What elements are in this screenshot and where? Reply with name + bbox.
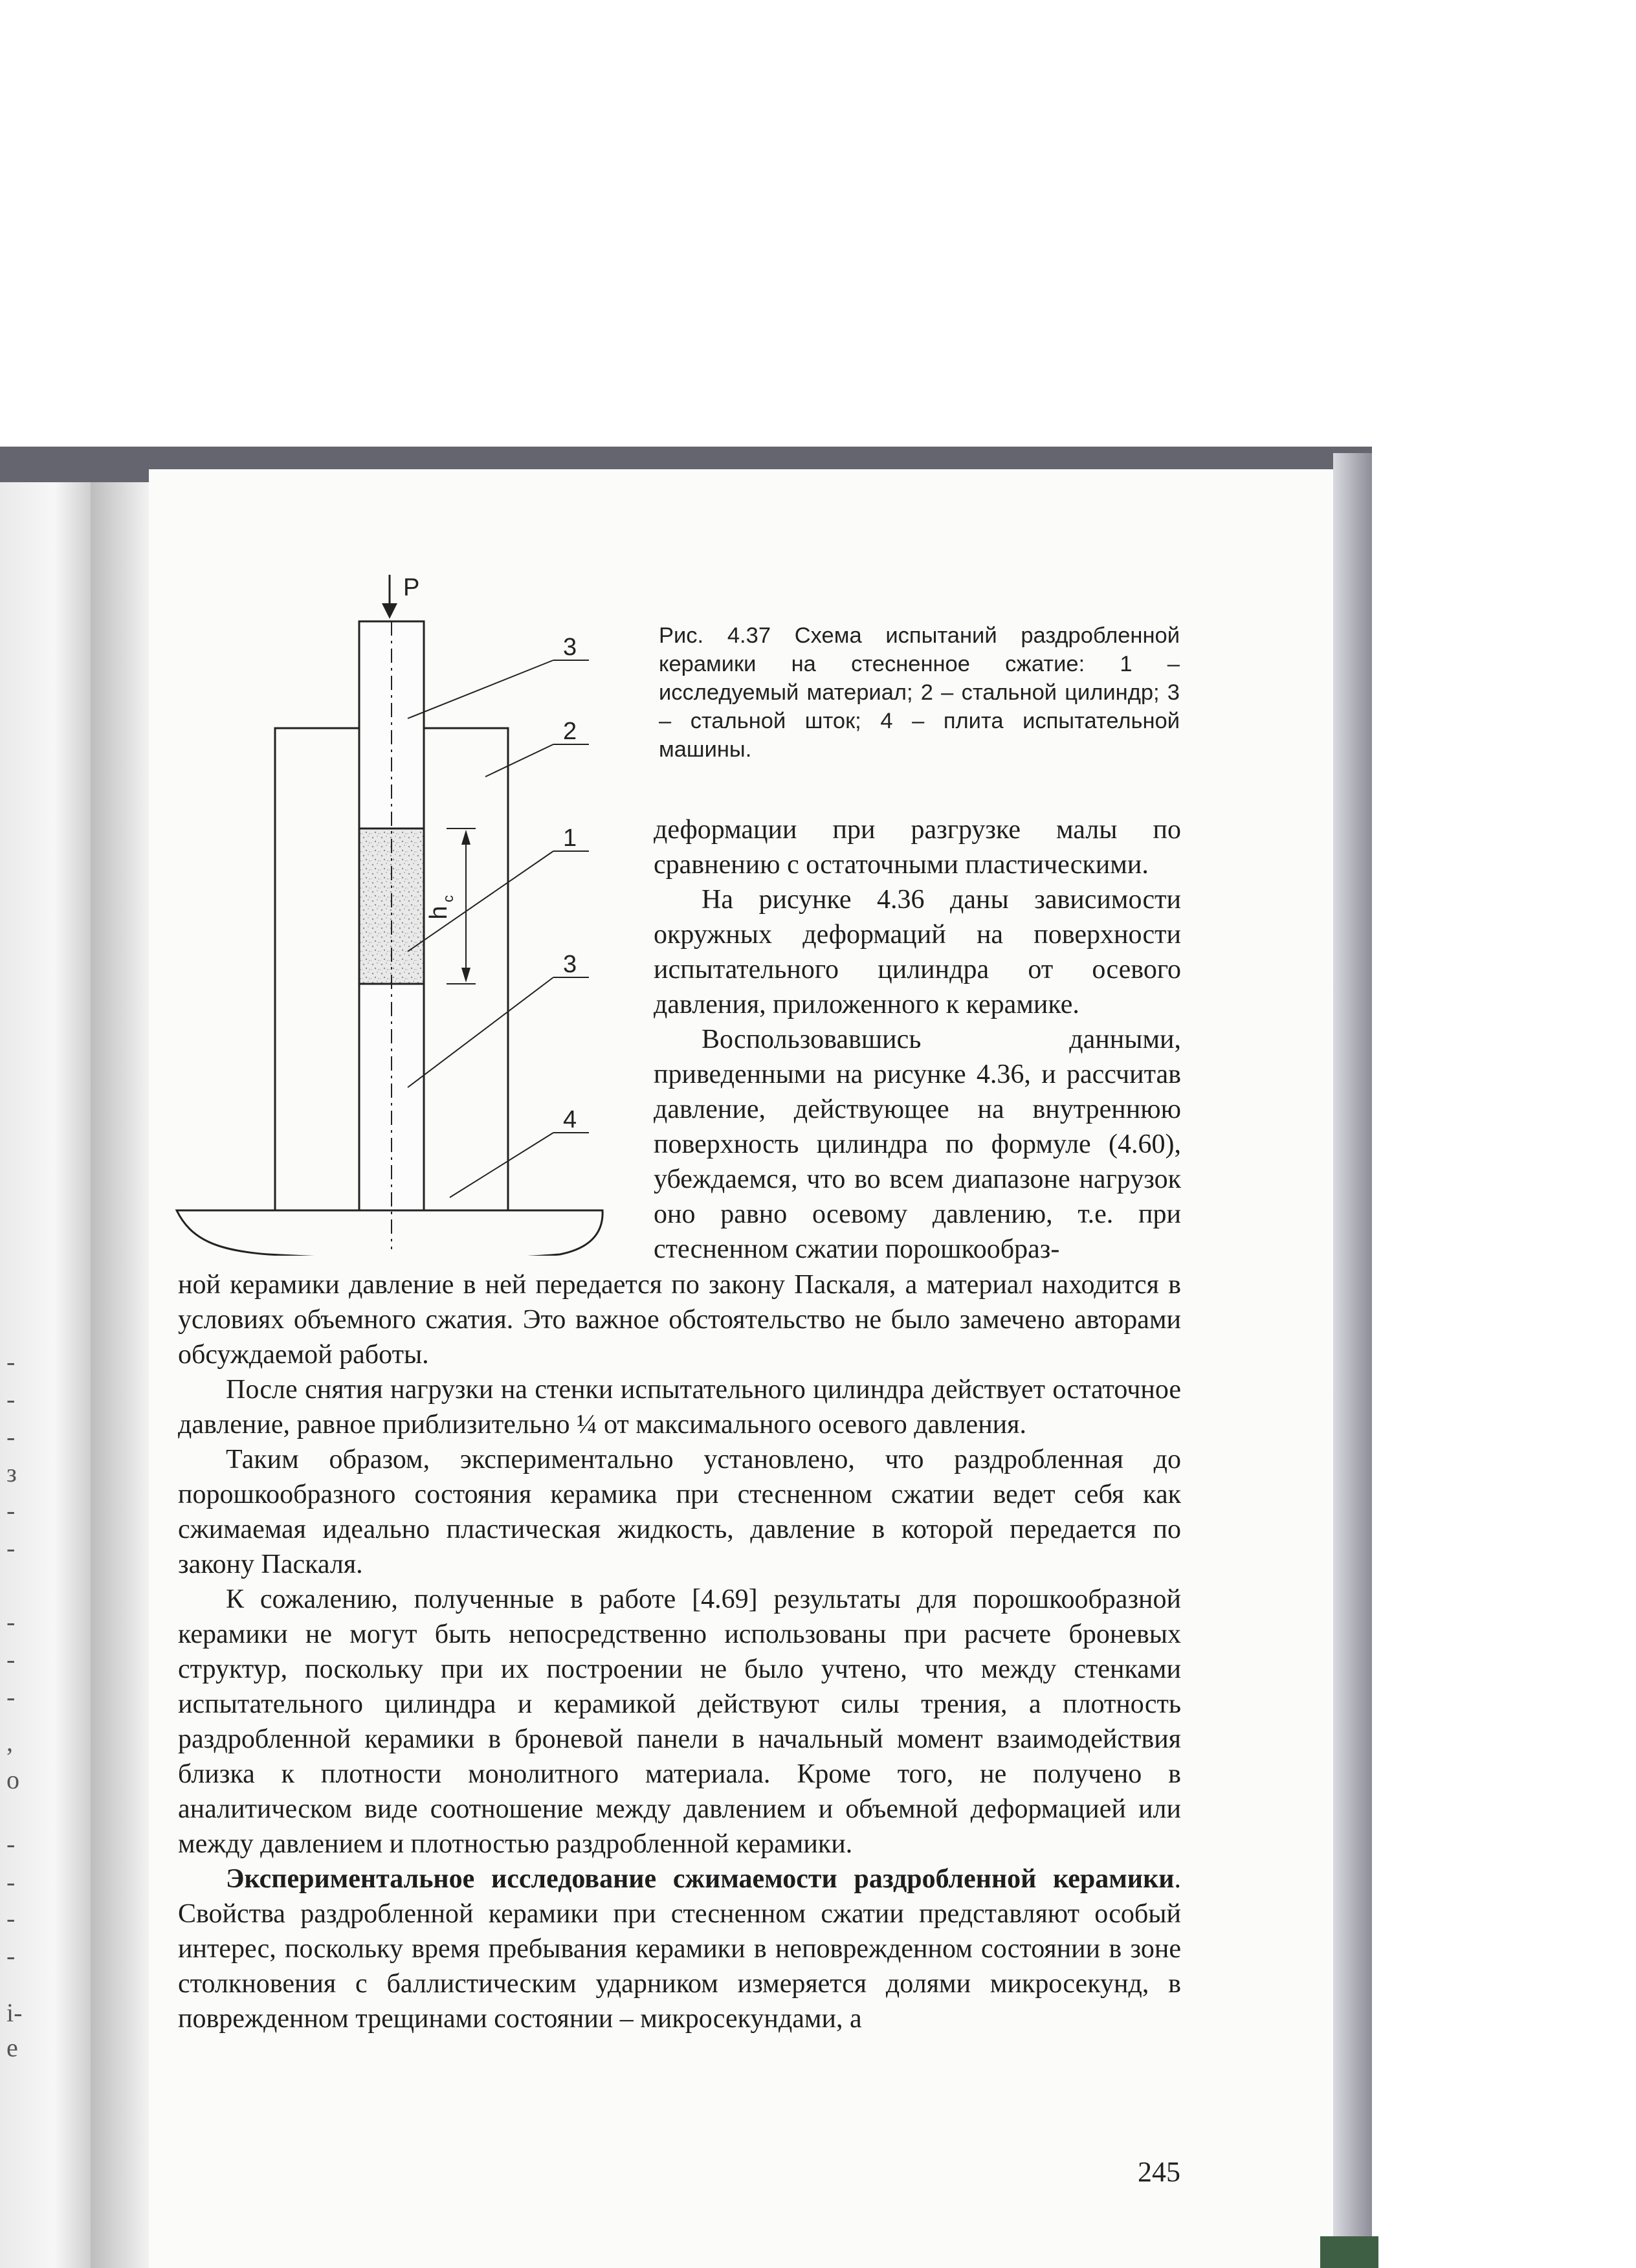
fragment: і-	[6, 1998, 23, 2027]
fragment: -	[6, 1867, 16, 1896]
fragment: з	[6, 1458, 17, 1487]
fragment: -	[6, 1607, 16, 1636]
fragment: -	[6, 1829, 16, 1858]
fragment: -	[6, 1422, 16, 1451]
section-text: . Свойства раздробленной керамики при стесненном сжатии представляют особый интерес, поскольку время пребывания керамики в неповрежденном состоянии в зоне столкновения с баллистическим ударником измеряется долями микросекунд, в поврежденном трещинами состоянии – микросекундами, а	[178, 1864, 1181, 2034]
fragment: -	[6, 1533, 16, 1562]
fragment: -	[6, 1384, 16, 1414]
right-column-text	[654, 812, 1181, 1267]
fragment: -	[6, 1645, 16, 1674]
label-height-subscript: c	[440, 895, 456, 902]
leader-2	[485, 744, 553, 777]
section-paragraph	[178, 1862, 1181, 2036]
arrow-head	[382, 603, 397, 619]
leader-3-bottom	[408, 977, 553, 1087]
fragment: -	[6, 1682, 16, 1711]
fragment: е	[6, 2033, 18, 2062]
full-width-text	[178, 1267, 1181, 2036]
leader-4	[450, 1133, 553, 1197]
fragment: -	[6, 1347, 16, 1376]
leader-1	[408, 851, 553, 951]
figure-4-37-diagram	[171, 563, 625, 1256]
fragment: -	[6, 1904, 16, 1933]
paragraph: деформации при разгрузке малы по сравнению с остаточными пластическими.	[654, 815, 1181, 880]
fragment: о	[6, 1765, 19, 1794]
fragment: ,	[6, 1728, 13, 1757]
label-material: 1	[563, 825, 577, 852]
paragraph: ной керамики давление в ней передается по закону Паскаля, а материал находится в условиях объемного сжатия. Это важное обстоятельство не было замечено авторами обсуждаемой работы.	[178, 1270, 1181, 1370]
paragraph: На рисунке 4.36 даны зависимости окружных деформаций на поверхности испытательного цилиндра от осевого давления, приложенного к керамике.	[654, 885, 1181, 1019]
paragraph: Воспользовавшись данными, приведенными на рисунке 4.36, и рассчитав давление, действующее на внутреннюю поверхность цилиндра по формуле (4.60), убеждаемся, что во всем диапазоне нагрузок оно равно осевому давлению, т.е. при стесненном сжатии порошкообраз-	[654, 1025, 1181, 1264]
page-number: 245	[1138, 2156, 1180, 2188]
label-plate: 4	[563, 1106, 577, 1133]
fragment: -	[6, 1941, 16, 1970]
label-cylinder: 2	[563, 718, 577, 745]
book-gutter	[91, 482, 149, 2268]
label-rod-top: 3	[563, 634, 577, 661]
paragraph: К сожалению, полученные в работе [4.69] результаты для порошкообразной керамики не могут быть непосредственно использованы при расчете броневых структур, поскольку при их построении не было учтено, что между стенками испытательного цилиндра и керамикой действуют силы трения, а плотность раздробленной керамики в броневой панели в начальный момент взаимодействия близка к плотности монолитного материала. Кроме того, не получено в аналитическом виде соотношение между давлением и объемной деформацией или между давлением и плотностью раздробленной керамики.	[178, 1584, 1181, 1859]
cover-corner	[1320, 2236, 1378, 2268]
scan-background	[0, 0, 1636, 447]
paragraph: Таким образом, экспериментально установлено, что раздробленная до порошкообразного состояния керамика при стесненном сжатии ведет себя как сжимаемая идеально пластическая жидкость, давление в которой передается по закону Паскаля.	[178, 1445, 1181, 1579]
figure-caption: Рис. 4.37 Схема испытаний раздробленной керамики на стесненное сжатие: 1 – исследуемый материал; 2 – стальной цилиндр; 3 – стальной шток; 4 – плита испытательной машины.	[659, 623, 1180, 762]
label-rod-bottom: 3	[563, 951, 577, 978]
leader-3-top	[408, 660, 553, 718]
test-machine-plate	[177, 1210, 602, 1256]
paragraph: После снятия нагрузки на стенки испытательного цилиндра действует остаточное давление, равное приблизительно ¼ от максимального осевого давления.	[178, 1375, 1181, 1440]
label-force: P	[403, 574, 420, 601]
dimension-arrow-bottom	[461, 968, 470, 983]
page-edge-shadow	[1333, 453, 1372, 2268]
section-heading: Экспериментальное исследование сжимаемости раздробленной керамики	[226, 1864, 1175, 1894]
label-height: h	[425, 906, 452, 920]
fragment: -	[6, 1496, 16, 1525]
dimension-arrow-top	[461, 830, 470, 845]
